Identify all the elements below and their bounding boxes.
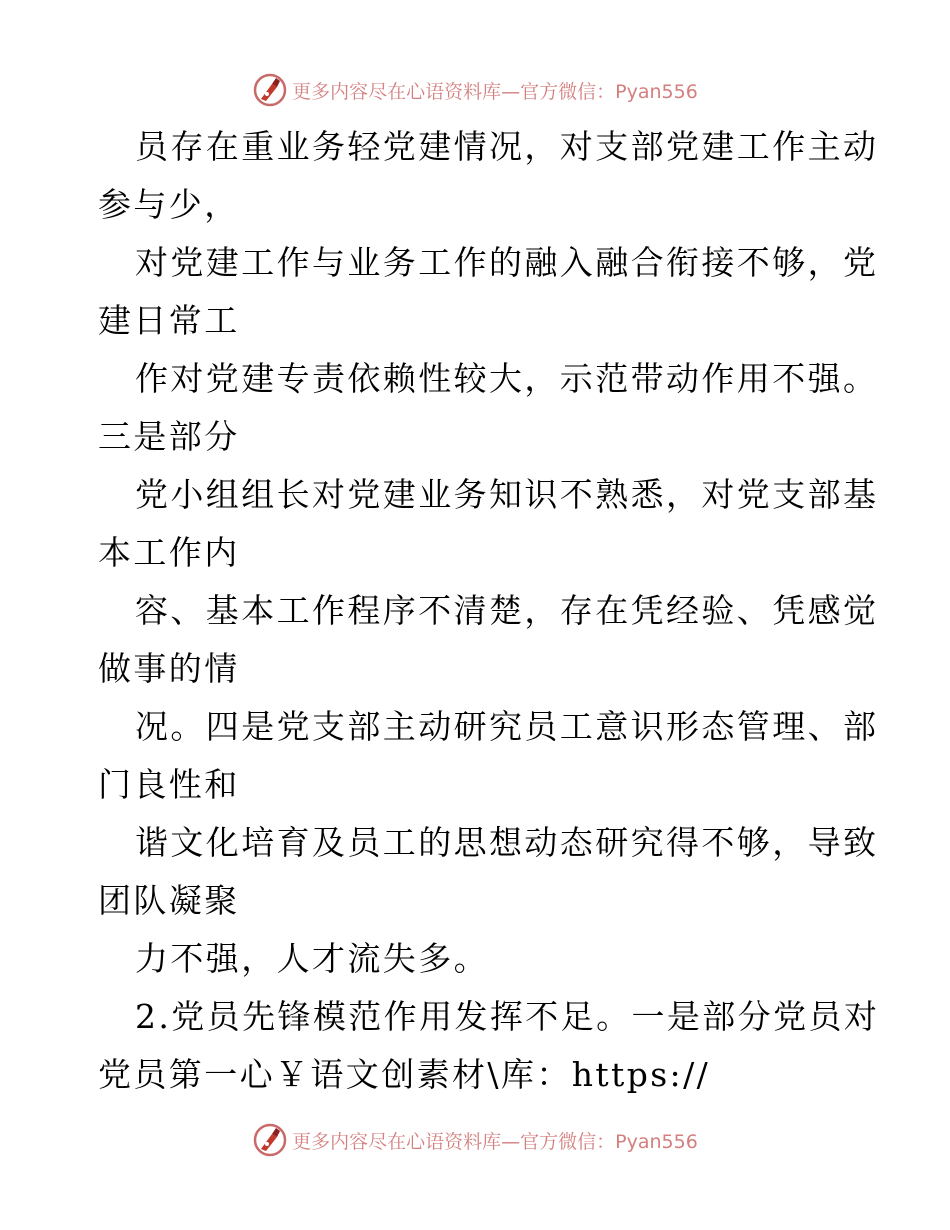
text-line: 党员第一心￥语文创素材\库：https:// [98,1055,711,1094]
text-line: 作对党建专责依赖性较大，示范带动作用不强。 [135,359,879,398]
footer-watermark-text: 更多内容尽在心语资料库—官方微信：Pyan556 [292,1130,698,1153]
text-line: 谐文化培育及员工的思想动态研究得不够，导致 [135,823,879,862]
header-watermark-text: 更多内容尽在心语资料库—官方微信：Pyan556 [292,80,698,103]
text-line: 力不强，人才流失多。 [135,939,489,978]
text-line: 员存在重业务轻党建情况，对支部党建工作主动 [135,127,879,166]
header-watermark [0,70,950,110]
text-line: 门良性和 [98,765,240,804]
text-line: 况。四是党支部主动研究员工意识形态管理、部 [135,707,879,746]
document-body [98,118,880,1104]
text-line: 对党建工作与业务工作的融入融合衔接不够，党 [135,243,879,282]
text-line: 做事的情 [98,649,240,688]
text-line: 本工作内 [98,533,240,572]
text-line: 参与少， [98,185,240,224]
text-line: 团队凝聚 [98,881,240,920]
pen-nib-circle-icon [252,72,288,108]
footer-watermark [0,1120,950,1160]
text-line: 党小组组长对党建业务知识不熟悉，对党支部基 [135,475,879,514]
text-line: 2.党员先锋模范作用发挥不足。一是部分党员对 [135,997,880,1036]
text-line: 建日常工 [98,301,240,340]
pen-nib-circle-icon [252,1122,288,1158]
text-line: 三是部分 [98,417,240,456]
text-line: 容、基本工作程序不清楚，存在凭经验、凭感觉 [135,591,879,630]
